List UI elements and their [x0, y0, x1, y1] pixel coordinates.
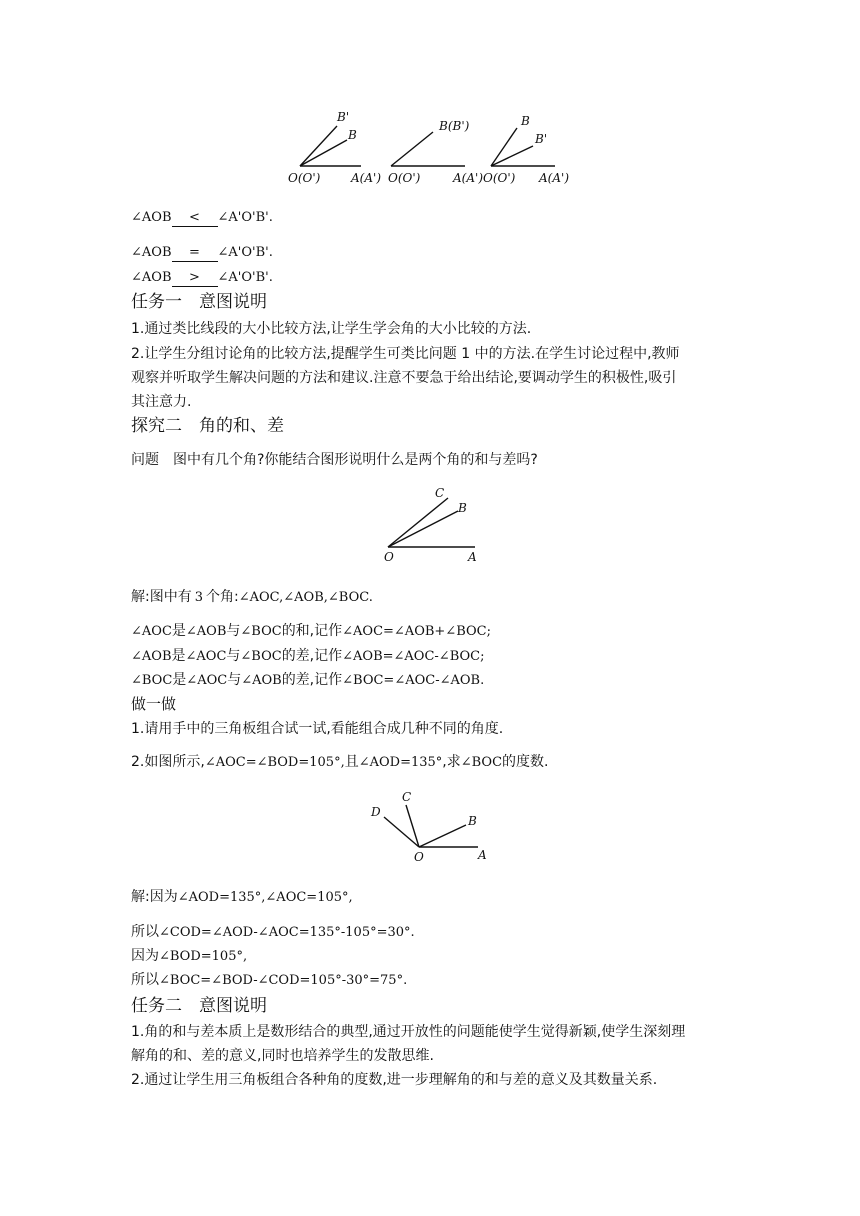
task1-paragraph-1: 1.通过类比线段的大小比较方法,让学生学会角的大小比较的方法. [131, 321, 532, 337]
task2-paragraph-1: 1.角的和与差本质上是数形结合的典型,通过开放性的问题能使学生觉得新颖,使学生深刻理 [131, 1024, 686, 1040]
task1-paragraph-2-cont: 观察并听取学生解决问题的方法和建议.注意不要急于给出结论,要调动学生的积极性,吸引 [131, 370, 677, 386]
task2-paragraph-1-cont: 解角的和、差的意义,同时也培养学生的发散思维. [131, 1048, 434, 1064]
label-o: O [384, 550, 394, 564]
label-b-prime: B' [337, 110, 350, 124]
practice-question-1: 1.请用手中的三角板组合试一试,看能组合成几种不同的角度. [131, 721, 504, 737]
angle-sum-figure [380, 486, 490, 566]
task1-paragraph-2: 2.让学生分组讨论角的比较方法,提醒学生可类比问题 1 中的方法.在学生讨论过程中,教师 [131, 346, 680, 362]
label-b: B [458, 501, 467, 515]
solution-line-3: 因为∠BOD=105°, [131, 948, 248, 964]
compare-line-less: ∠AOB < ∠A'O'B'. [131, 210, 273, 225]
answer-blank: > [172, 270, 218, 287]
label-a: A [468, 550, 477, 564]
label-b: B [348, 128, 357, 142]
label-a: A(A') [453, 171, 483, 185]
practice-heading: 做一做 [131, 695, 177, 713]
practice-question-2: 2.如图所示,∠AOC=∠BOD=105°,且∠AOD=135°,求∠BOC的度数. [131, 754, 549, 770]
label-b: B [468, 814, 477, 828]
label-b-prime: B' [535, 132, 548, 146]
label-o: O(O') [483, 171, 516, 185]
figure-panel-3 [452, 114, 569, 185]
label-b: B [521, 114, 530, 128]
answer-blank: < [172, 210, 218, 227]
label-c: C [435, 486, 445, 500]
compare-line-equal: ∠AOB = ∠A'O'B'. [131, 245, 273, 260]
answer-blank: = [172, 245, 218, 262]
label-o: O(O') [388, 171, 421, 185]
label-o: O(O') [288, 171, 321, 185]
explore2-diff-line-1: ∠AOB是∠AOC与∠BOC的差,记作∠AOB=∠AOC-∠BOC; [131, 648, 485, 664]
four-ray-angle-figure [366, 789, 496, 869]
explore2-answer: 解:图中有 3 个角:∠AOC,∠AOB,∠BOC. [131, 589, 373, 605]
compare-line-greater: ∠AOB > ∠A'O'B'. [131, 270, 273, 285]
task1-heading: 任务一 意图说明 [131, 292, 267, 312]
solution-line-4: 所以∠BOC=∠BOD-∠COD=105°-30°=75°. [131, 972, 408, 988]
label-o: O [414, 850, 424, 864]
explore2-diff-line-2: ∠BOC是∠AOC与∠AOB的差,记作∠BOC=∠AOC-∠AOB. [131, 672, 485, 688]
solution-line-2: 所以∠COD=∠AOD-∠AOC=135°-105°=30°. [131, 924, 415, 940]
label-b-bprime: B(B') [439, 119, 470, 133]
figure-panel-2 [350, 119, 470, 185]
task2-paragraph-2: 2.通过让学生用三角板组合各种角的度数,进一步理解角的和与差的意义及其数量关系. [131, 1072, 658, 1088]
angle-comparison-figure [285, 108, 575, 193]
explore2-sum-line: ∠AOC是∠AOB与∠BOC的和,记作∠AOC=∠AOB+∠BOC; [131, 623, 491, 639]
label-a: A [478, 848, 487, 862]
task1-paragraph-2-end: 其注意力. [131, 394, 192, 410]
label-d: D [371, 805, 381, 819]
label-c: C [402, 790, 412, 804]
task2-heading: 任务二 意图说明 [131, 996, 267, 1016]
explore2-question: 问题 图中有几个角?你能结合图形说明什么是两个角的和与差吗? [131, 452, 538, 468]
solution-line-1: 解:因为∠AOD=135°,∠AOC=105°, [131, 889, 353, 905]
label-a: A(A') [351, 171, 381, 185]
label-a: A(A') [539, 171, 569, 185]
explore2-heading: 探究二 角的和、差 [131, 416, 284, 436]
